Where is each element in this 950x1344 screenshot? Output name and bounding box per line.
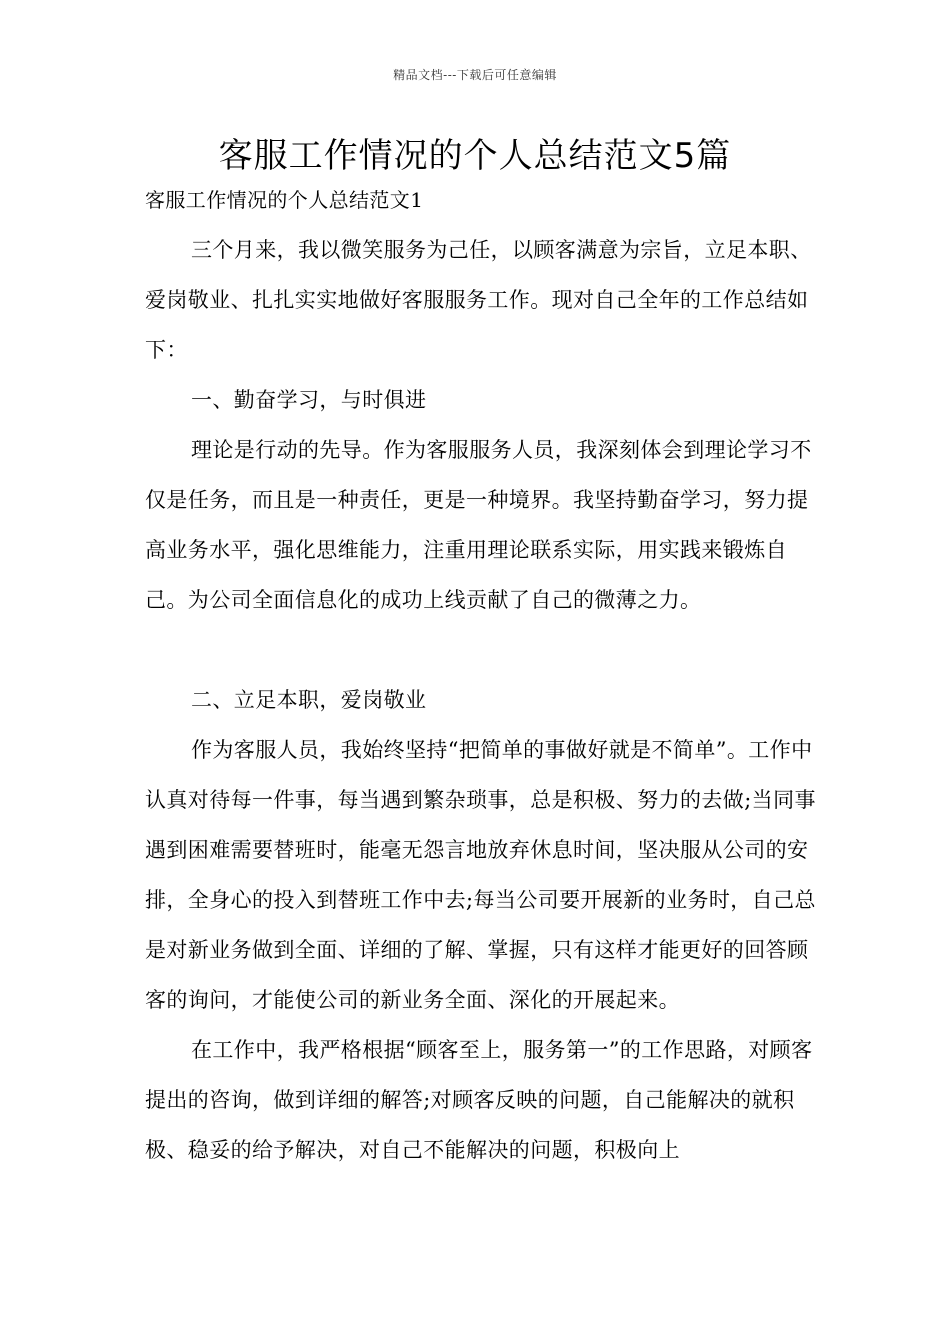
section-subtitle: 客服工作情况的个人总结范文1 bbox=[145, 188, 424, 212]
section-heading-2: 二、立足本职，爱岗敬业 bbox=[191, 688, 427, 712]
document-title: 客服工作情况的个人总结范文5篇 bbox=[218, 136, 732, 176]
blank-line bbox=[145, 625, 820, 675]
section-heading-1: 一、勤奋学习，与时俱进 bbox=[191, 388, 427, 412]
document-body bbox=[145, 225, 820, 1175]
header-note: 精品文档---下载后可任意编辑 bbox=[393, 68, 557, 82]
paragraph-1: 理论是行动的先导。作为客服服务人员，我深刻体会到理论学习不仅是任务，而且是一种责任，更是一种境界。我坚持勤奋学习，努力提高业务水平，强化思维能力，注重用理论联系实际，用实践来锻炼自己。为公司全面信息化的成功上线贡献了自己的微薄之力。 bbox=[145, 438, 812, 612]
intro-paragraph: 三个月来，我以微笑服务为己任，以顾客满意为宗旨，立足本职、爱岗敬业、扎扎实实地做好客服服务工作。现对自己全年的工作总结如下： bbox=[145, 238, 812, 362]
paragraph-3: 在工作中，我严格根据“顾客至上，服务第一”的工作思路，对顾客提出的咨询，做到详细的解答;对顾客反映的问题，自己能解决的就积极、稳妥的给予解决，对自己不能解决的问题，积极向上 bbox=[145, 1038, 813, 1162]
paragraph-2: 作为客服人员，我始终坚持“把简单的事做好就是不简单”。工作中认真对待每一件事，每当遇到繁杂琐事，总是积极、努力的去做;当同事遇到困难需要替班时，能毫无怨言地放弃休息时间，坚决服从公司的安排，全身心的投入到替班工作中去;每当公司要开展新的业务时，自己总是对新业务做到全面、详细的了解、掌握，只有这样才能更好的回答顾客的询问，才能使公司的新业务全面、深化的开展起来。 bbox=[145, 738, 816, 1012]
